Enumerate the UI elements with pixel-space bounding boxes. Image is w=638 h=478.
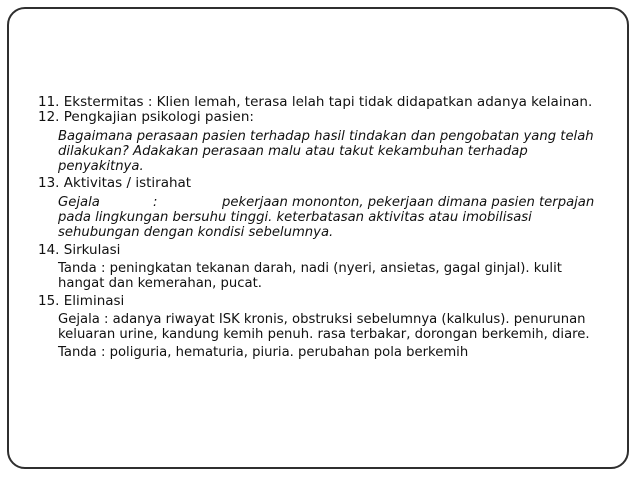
- item-eliminasi-body: Gejala : adanya riwayat ISK kronis, obstruksi sebelumnya (kalkulus). penurunan keluaran urine, kandung kemih penuh. rasa terbakar, dorongan berkemih, diare.: [58, 311, 590, 343]
- gejala-text: pekerjaan mononton, pekerjaan dimana pasien terpajan pada lingkungan bersuhu tinggi. keterbatasan aktivitas atau imobilisasi sehubungan dengan kondisi sebelumnya.: [58, 194, 595, 241]
- slide-content: [38, 95, 608, 363]
- item-sirkulasi-body: Tanda : peningkatan tekanan darah, nadi (nyeri, ansietas, gagal ginjal). kulit hangat dan kemerahan, pucat.: [58, 260, 562, 292]
- item-eliminasi-heading: 15. Eliminasi: [38, 292, 125, 309]
- item-aktivitas-body: [58, 195, 608, 241]
- item-aktivitas-heading: 13. Aktivitas / istirahat: [38, 175, 192, 192]
- item-sirkulasi-heading: 14. Sirkulasi: [38, 241, 121, 258]
- gejala-label: Gejala: [58, 194, 100, 210]
- gejala-colon: :: [153, 194, 158, 210]
- item-pengkajian-psikologi-heading: 12. Pengkajian psikologi pasien:: [38, 109, 254, 126]
- item-ekstermitas: 11. Ekstermitas : Klien lemah, terasa lelah tapi tidak didapatkan adanya kelainan.: [38, 94, 593, 110]
- item-pengkajian-psikologi-body: Bagaimana perasaan pasien terhadap hasil tindakan dan pengobatan yang telah dilakukan? Adakakan perasaan malu atau takut kekambuhan terhadap penyakitnya.: [58, 128, 594, 175]
- item-eliminasi-body-2: Tanda : poliguria, hematuria, piuria. perubahan pola berkemih: [58, 345, 469, 361]
